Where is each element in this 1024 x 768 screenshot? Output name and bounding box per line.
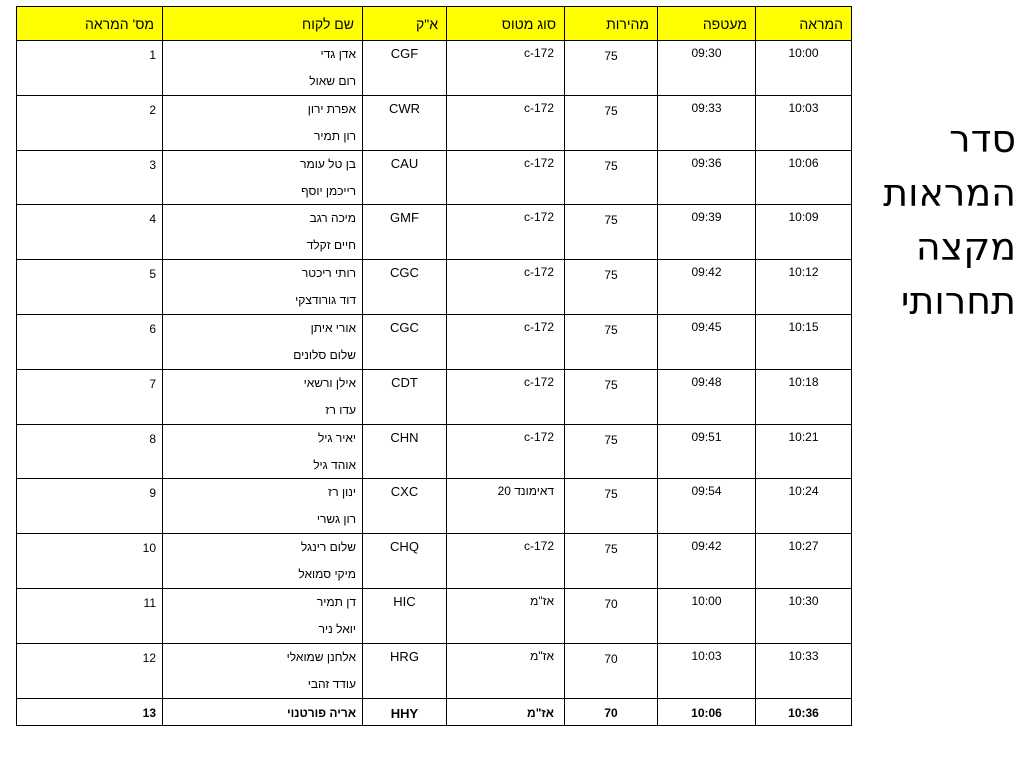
callsign: CDT — [363, 369, 447, 424]
customer-name-1: בן טל עומר — [300, 156, 356, 171]
show-number: 7 — [17, 369, 163, 424]
arrival-time: 10:06 — [756, 150, 852, 205]
show-number: 10 — [17, 534, 163, 589]
aircraft-type: c-172 — [447, 369, 565, 424]
callsign: HIC — [363, 588, 447, 643]
title-line: מקצה — [915, 225, 1016, 269]
show-number: 12 — [17, 643, 163, 698]
aircraft-type: אז"מ — [447, 698, 565, 725]
table-row — [17, 314, 852, 369]
departure-time: 09:54 — [658, 479, 756, 534]
aircraft-type: דאימונד 20 — [447, 479, 565, 534]
callsign: CWR — [363, 95, 447, 150]
customer-name-1: ינון רז — [328, 485, 356, 500]
customer-names — [163, 643, 363, 698]
table-row — [17, 95, 852, 150]
customer-name-2: עדו רז — [325, 402, 356, 417]
customer-names — [163, 314, 363, 369]
customer-names — [163, 698, 363, 725]
show-number: 13 — [17, 698, 163, 725]
customer-name-1: אלחנן שמואלי — [286, 649, 356, 664]
show-number: 11 — [17, 588, 163, 643]
title-line: המראות — [883, 171, 1016, 215]
customer-name-2: רייכמן יוסף — [301, 183, 356, 198]
customer-names — [163, 369, 363, 424]
table-row — [17, 643, 852, 698]
departure-time: 09:33 — [658, 95, 756, 150]
customer-name-1: אורי איתן — [310, 320, 356, 335]
speed-value: 75 — [565, 41, 658, 96]
arrival-time: 10:36 — [756, 698, 852, 725]
show-number: 4 — [17, 205, 163, 260]
callsign: CGF — [363, 41, 447, 96]
title-line: תחרותי — [900, 279, 1016, 323]
table-row — [17, 150, 852, 205]
arrival-time: 10:30 — [756, 588, 852, 643]
customer-name-1: אריה פורטנוי — [287, 705, 356, 720]
callsign: GMF — [363, 205, 447, 260]
aircraft-type: c-172 — [447, 534, 565, 589]
show-number: 5 — [17, 260, 163, 315]
callsign: CHQ — [363, 534, 447, 589]
flight-schedule-table — [16, 6, 852, 726]
aircraft-type: c-172 — [447, 205, 565, 260]
customer-name-2: רום שאול — [309, 74, 356, 88]
callsign: CAU — [363, 150, 447, 205]
customer-names — [163, 41, 363, 96]
speed-value: 75 — [565, 205, 658, 260]
table-row — [17, 260, 852, 315]
table-row — [17, 588, 852, 643]
speed-value: 70 — [565, 698, 658, 725]
speed-value: 75 — [565, 534, 658, 589]
table-row — [17, 424, 852, 479]
speed-value: 75 — [565, 150, 658, 205]
customer-name-1: מיכה רגב — [309, 211, 356, 226]
customer-name-1: רותי ריכטר — [301, 266, 356, 281]
callsign: HHY — [363, 698, 447, 725]
aircraft-type: c-172 — [447, 150, 565, 205]
header-speed: מהירות — [565, 7, 658, 41]
customer-name-2: שלום סלונים — [293, 347, 356, 362]
speed-value: 75 — [565, 314, 658, 369]
customer-name-1: שלום רינגל — [300, 540, 356, 555]
aircraft-type: c-172 — [447, 41, 565, 96]
aircraft-type: אז"מ — [447, 643, 565, 698]
arrival-time: 10:21 — [756, 424, 852, 479]
aircraft-type: c-172 — [447, 260, 565, 315]
show-number: 1 — [17, 41, 163, 96]
customer-name-2: מיקי סמואל — [298, 567, 356, 582]
header-aircraft: סוג מטוס — [447, 7, 565, 41]
customer-name-1: אדן גדי — [320, 47, 356, 61]
header-customer: שם לקוח — [163, 7, 363, 41]
aircraft-type: c-172 — [447, 314, 565, 369]
arrival-time: 10:15 — [756, 314, 852, 369]
departure-time: 09:39 — [658, 205, 756, 260]
arrival-time: 10:03 — [756, 95, 852, 150]
aircraft-type: אז"מ — [447, 588, 565, 643]
arrival-time: 10:27 — [756, 534, 852, 589]
customer-name-1: דן תמיר — [316, 594, 356, 609]
customer-names — [163, 588, 363, 643]
customer-name-2: רון גשרי — [316, 512, 356, 527]
header-code: א"ק — [363, 7, 447, 41]
customer-name-2: אוהד גיל — [313, 457, 356, 472]
page-title — [858, 112, 1016, 328]
table-row — [17, 369, 852, 424]
customer-names — [163, 534, 363, 589]
header-arrival: המראה — [756, 7, 852, 41]
speed-value: 70 — [565, 643, 658, 698]
title-line: סדר — [949, 117, 1016, 161]
speed-value: 70 — [565, 588, 658, 643]
departure-time: 10:00 — [658, 588, 756, 643]
callsign: CHN — [363, 424, 447, 479]
customer-names — [163, 260, 363, 315]
speed-value: 75 — [565, 260, 658, 315]
departure-time: 09:42 — [658, 534, 756, 589]
departure-time: 09:48 — [658, 369, 756, 424]
customer-name-2: עודד זהבי — [307, 676, 356, 691]
customer-names — [163, 424, 363, 479]
arrival-time: 10:33 — [756, 643, 852, 698]
customer-name-2: יואל ניר — [318, 621, 356, 636]
customer-name-1: יאיר גיל — [317, 430, 356, 445]
customer-name-1: אפרת ירון — [307, 101, 356, 116]
customer-names — [163, 479, 363, 534]
callsign: CGC — [363, 314, 447, 369]
customer-name-2: רון תמיר — [313, 128, 356, 143]
show-number: 8 — [17, 424, 163, 479]
callsign: CXC — [363, 479, 447, 534]
departure-time: 09:30 — [658, 41, 756, 96]
customer-names — [163, 205, 363, 260]
show-number: 9 — [17, 479, 163, 534]
departure-time: 09:45 — [658, 314, 756, 369]
departure-time: 09:36 — [658, 150, 756, 205]
header-row — [17, 7, 852, 41]
show-number: 6 — [17, 314, 163, 369]
table-row — [17, 479, 852, 534]
show-number: 2 — [17, 95, 163, 150]
callsign: CGC — [363, 260, 447, 315]
speed-value: 75 — [565, 95, 658, 150]
arrival-time: 10:24 — [756, 479, 852, 534]
customer-name-2: דוד גורודצקי — [295, 293, 356, 308]
speed-value: 75 — [565, 424, 658, 479]
departure-time: 10:06 — [658, 698, 756, 725]
customer-name-2: חיים זקלד — [306, 238, 356, 253]
customer-names — [163, 95, 363, 150]
aircraft-type: c-172 — [447, 424, 565, 479]
speed-value: 75 — [565, 369, 658, 424]
arrival-time: 10:09 — [756, 205, 852, 260]
table-row — [17, 698, 852, 725]
callsign: HRG — [363, 643, 447, 698]
arrival-time: 10:12 — [756, 260, 852, 315]
arrival-time: 10:00 — [756, 41, 852, 96]
aircraft-type: c-172 — [447, 95, 565, 150]
customer-name-1: אילן ורשאי — [303, 375, 356, 390]
table-row — [17, 41, 852, 96]
header-show-no: מס' המראה — [17, 7, 163, 41]
speed-value: 75 — [565, 479, 658, 534]
departure-time: 10:03 — [658, 643, 756, 698]
table-row — [17, 205, 852, 260]
arrival-time: 10:18 — [756, 369, 852, 424]
customer-names — [163, 150, 363, 205]
departure-time: 09:42 — [658, 260, 756, 315]
table-row — [17, 534, 852, 589]
departure-time: 09:51 — [658, 424, 756, 479]
header-departure: מעטפה — [658, 7, 756, 41]
show-number: 3 — [17, 150, 163, 205]
